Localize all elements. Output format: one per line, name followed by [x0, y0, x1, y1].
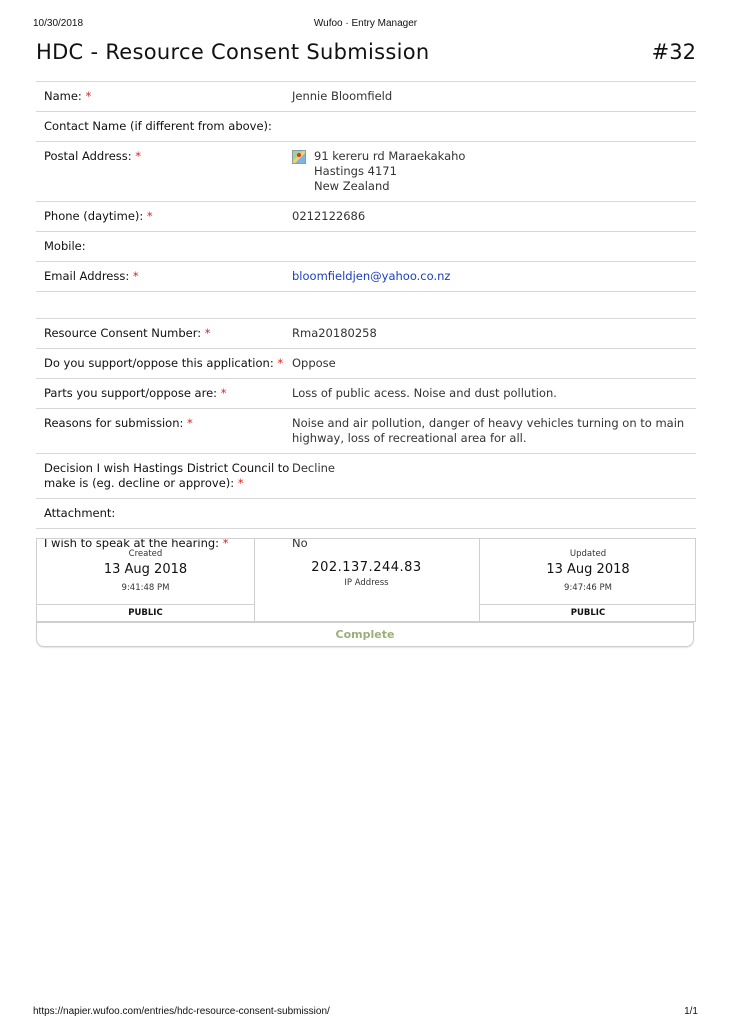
address-line-3: New Zealand [314, 179, 390, 193]
entry-fields-table [36, 81, 696, 558]
field-label: I wish to speak at the hearing: * [44, 536, 229, 550]
field-row-phone [36, 202, 696, 232]
print-url: https://napier.wufoo.com/entries/hdc-resource-consent-submission/ [33, 1006, 330, 1017]
field-value-speak: No [292, 536, 308, 550]
field-value-name: Jennie Bloomfield [292, 89, 393, 103]
print-page-number: 1/1 [684, 1006, 698, 1017]
created-time: 9:41:48 PM [121, 583, 170, 593]
required-mark: * [237, 476, 244, 490]
field-label: Reasons for submission: * [44, 416, 193, 430]
created-caption: Created [128, 549, 163, 559]
field-row-parts [36, 379, 696, 409]
field-row-email [36, 262, 696, 292]
updated-time: 9:47:46 PM [564, 583, 612, 593]
field-value-consent-number: Rma20180258 [292, 326, 377, 340]
print-footer [0, 1006, 731, 1020]
required-mark: * [204, 326, 211, 340]
field-label: Phone (daytime): * [44, 209, 153, 223]
field-row-contact-name [36, 112, 696, 142]
print-title: Wufoo · Entry Manager [313, 18, 418, 29]
entry-number: #32 [651, 40, 696, 64]
required-mark: * [85, 89, 92, 103]
address-line-2: Hastings 4171 [314, 164, 397, 178]
field-label: Mobile: [44, 239, 86, 253]
created-visibility: PUBLIC [37, 604, 254, 622]
required-mark: * [187, 416, 193, 430]
field-label: Name: * [44, 89, 92, 103]
meta-ip [254, 539, 479, 621]
field-label: Contact Name (if different from above): [44, 119, 272, 133]
email-link[interactable]: bloomfieldjen@yahoo.co.nz [292, 269, 451, 283]
print-header [0, 18, 731, 32]
field-row-support-oppose [36, 349, 696, 379]
field-label: Attachment: [44, 506, 116, 520]
updated-date: 13 Aug 2018 [546, 562, 630, 577]
map-icon[interactable] [292, 150, 306, 164]
field-label: Email Address: * [44, 269, 139, 283]
updated-visibility: PUBLIC [480, 604, 696, 622]
required-mark: * [277, 356, 284, 370]
meta-updated [479, 539, 696, 621]
field-row-consent-number [36, 319, 696, 349]
entry-meta-panel [36, 538, 696, 622]
field-label: Postal Address: * [44, 149, 142, 163]
field-value-decision: Decline [292, 461, 336, 475]
field-value-support-oppose: Oppose [292, 356, 336, 370]
field-label: Parts you support/oppose are: * [44, 386, 227, 400]
field-label: Resource Consent Number: * [44, 326, 211, 340]
required-mark: * [220, 386, 227, 400]
print-date: 10/30/2018 [33, 18, 84, 29]
field-row-decision [36, 454, 696, 499]
field-value-email [292, 262, 696, 291]
field-row-reasons [36, 409, 696, 454]
field-row-attachment [36, 499, 696, 529]
page-title: HDC - Resource Consent Submission [36, 40, 430, 64]
address-line-1: 91 kereru rd Maraekakaho [314, 149, 466, 163]
required-mark: * [222, 536, 229, 550]
field-value-postal-address [292, 142, 696, 201]
required-mark: * [132, 269, 139, 283]
status-complete-button[interactable]: Complete [36, 622, 694, 647]
section-divider [36, 292, 696, 319]
required-mark: * [135, 149, 142, 163]
field-value-contact-name [292, 112, 696, 141]
required-mark: * [146, 209, 153, 223]
field-value-phone: 0212122686 [292, 209, 366, 223]
meta-created [37, 539, 255, 621]
form-title-bar [36, 40, 696, 72]
updated-caption: Updated [569, 549, 607, 559]
field-value-reasons: Noise and air pollution, danger of heavy vehicles turning on to main highway, loss of recreational area for all. [292, 416, 685, 445]
field-value-mobile [292, 232, 696, 261]
ip-caption: IP Address [344, 578, 389, 588]
field-row-postal-address [36, 142, 696, 202]
field-value-parts: Loss of public acess. Noise and dust pollution. [292, 386, 557, 400]
field-row-name [36, 82, 696, 112]
ip-address: 202.137.244.83 [311, 560, 422, 575]
field-row-mobile [36, 232, 696, 262]
field-value-attachment [292, 499, 696, 528]
field-label: Do you support/oppose this application: * [44, 356, 284, 370]
created-date: 13 Aug 2018 [103, 562, 188, 577]
field-label: Decision I wish Hastings District Council to make is (eg. decline or approve): * [44, 461, 290, 490]
